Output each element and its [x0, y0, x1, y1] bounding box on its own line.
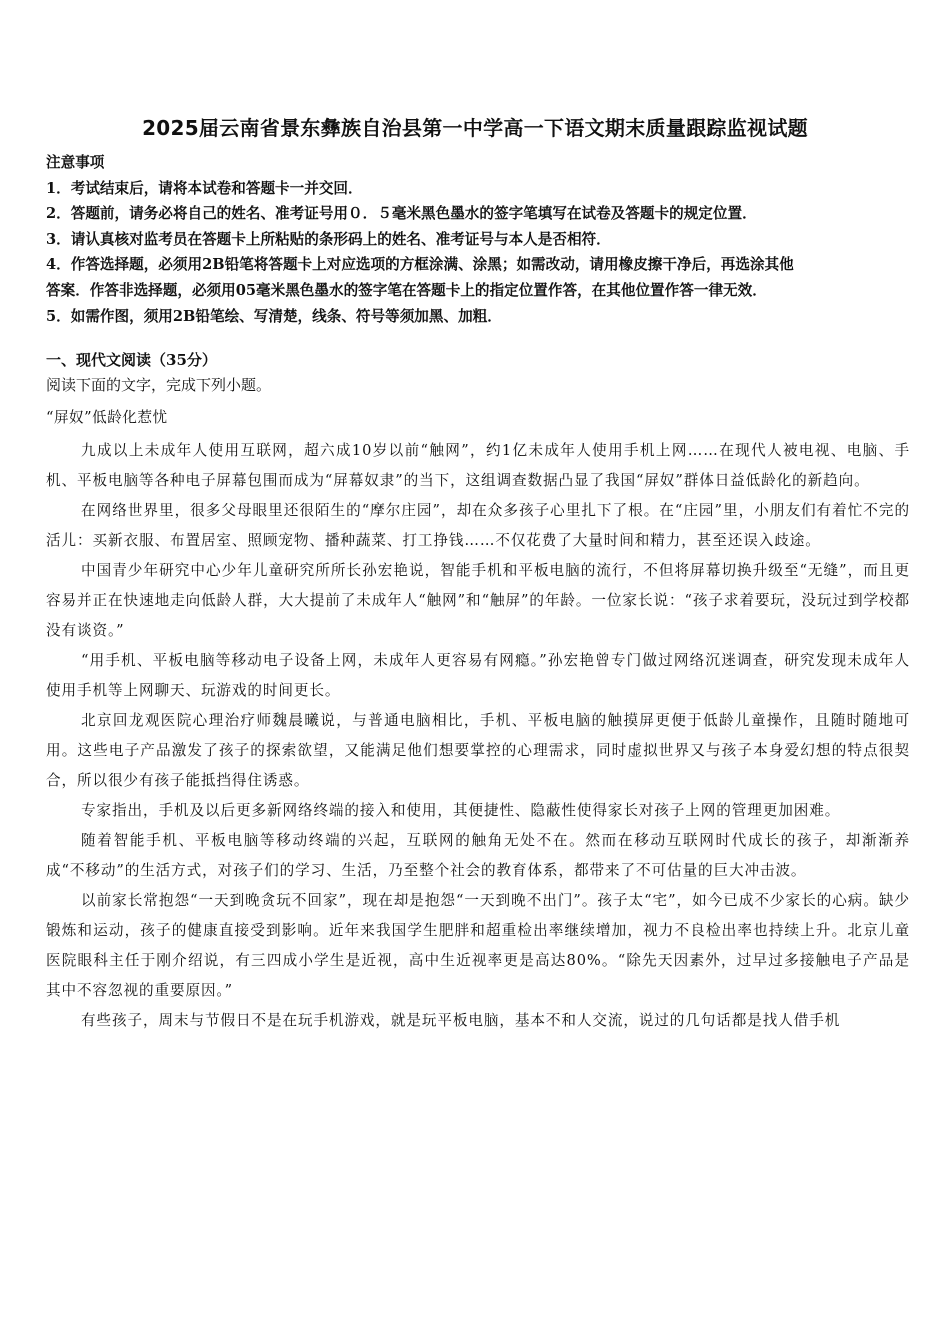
notice-heading: 注意事项: [46, 154, 105, 171]
notice-item: 1．考试结束后，请将本试卷和答题卡一并交回．: [46, 179, 363, 197]
notice-section: [46, 150, 910, 329]
article-paragraph: 北京回龙观医院心理治疗师魏晨曦说，与普通电脑相比，手机、平板电脑的触摸屏更便于低龄儿童操作，且随时随地可用。这些电子产品激发了孩子的探索欲望，又能满足他们想要掌控的心理需求，同时虚拟世界又与孩子本身爱幻想的特点很契合，所以很少有孩子能抵挡得住诱惑。: [46, 712, 910, 789]
notice-item: 5．如需作图，须用2B铅笔绘、写清楚，线条、符号等须加黑、加粗．: [46, 307, 502, 325]
article-paragraph: 九成以上未成年人使用互联网，超六成10岁以前“触网”，约1亿未成年人使用手机上网……在现代人被电视、电脑、手机、平板电脑等各种电子屏幕包围而成为“屏幕奴隶”的当下，这组调查数据凸显了我国“屏奴”群体日益低龄化的新趋向。: [46, 442, 910, 489]
section-heading: 一、现代文阅读（35分）: [46, 351, 217, 369]
article-paragraph: “用手机、平板电脑等移动电子设备上网，未成年人更容易有网瘾。”孙宏艳曾专门做过网络沉迷调查，研究发现未成年人使用手机等上网聊天、玩游戏的时间更长。: [46, 652, 910, 699]
article-paragraph: 以前家长常抱怨“一天到晚贪玩不回家”，现在却是抱怨“一天到晚不出门”。孩子太“宅”，如今已成不少家长的心病。缺少锻炼和运动，孩子的健康直接受到影响。近年来我国学生肥胖和超重检出率继续增加，视力不良检出率也持续上升。北京儿童医院眼科主任于刚介绍说，有三四成小学生是近视，高中生近视率更是高达80%。“除先天因素外，过早过多接触电子产品是其中不容忽视的重要原因。”: [46, 892, 910, 999]
article-title: “屏奴”低龄化惹忧: [46, 409, 168, 426]
article-paragraph: 在网络世界里，很多父母眼里还很陌生的“摩尔庄园”，却在众多孩子心里扎下了根。在“庄园”里，小朋友们有着忙不完的活儿：买新衣服、布置居室、照顾宠物、播种蔬菜、打工挣钱……不仅花费了大量时间和精力，甚至还误入歧途。: [46, 502, 910, 549]
article-paragraph: 专家指出，手机及以后更多新网络终端的接入和使用，其便捷性、隐蔽性使得家长对孩子上网的管理更加困难。: [81, 802, 841, 819]
notice-item: 2．答题前，请务必将自己的姓名、准考证号用０．５毫米黑色墨水的签字笔填写在试卷及答题卡的规定位置．: [46, 205, 757, 223]
section-instruction: 阅读下面的文字，完成下列小题。: [46, 376, 272, 394]
notice-item: 3．请认真核对监考员在答题卡上所粘贴的条形码上的姓名、准考证号与本人是否相符．: [46, 230, 611, 248]
article-paragraph: 中国青少年研究中心少年儿童研究所所长孙宏艳说，智能手机和平板电脑的流行，不但将屏幕切换升级至“无缝”，而且更容易并正在快速地走向低龄人群，大大提前了未成年人“触网”和“触屏”的年龄。一位家长说：“孩子求着要玩，没玩过到学校都没有谈资。”: [46, 562, 910, 639]
article-body: [46, 436, 910, 1036]
exam-title: 2025届云南省景东彝族自治县第一中学高一下语文期末质量跟踪监视试题: [142, 116, 808, 140]
article-paragraph: 随着智能手机、平板电脑等移动终端的兴起，互联网的触角无处不在。然而在移动互联网时代成长的孩子，却渐渐养成“不移动”的生活方式，对孩子们的学习、生活，乃至整个社会的教育体系，都带来了不可估量的巨大冲击波。: [46, 832, 910, 879]
article-paragraph: 有些孩子，周末与节假日不是在玩手机游戏，就是玩平板电脑，基本不和人交流，说过的几句话都是找人借手机: [81, 1012, 841, 1029]
notice-item: 4．作答选择题，必须用2B铅笔将答题卡上对应选项的方框涂满、涂黑；如需改动，请用橡皮擦干净后，再选涂其他: [46, 256, 794, 274]
notice-item: 答案．作答非选择题，必须用05毫米黑色墨水的签字笔在答题卡上的指定位置作答，在其他位置作答一律无效．: [46, 281, 767, 299]
